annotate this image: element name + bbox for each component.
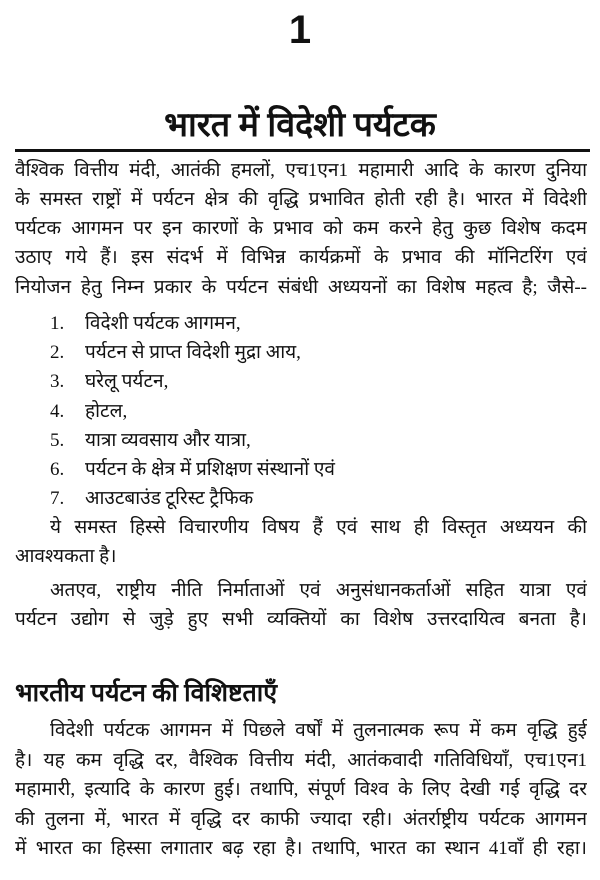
text-line: ये समस्त हिस्से विचारणीय विषय हैं एवं साथ ही विस्तृत अध्ययन की xyxy=(50,517,587,538)
list-number: 7. xyxy=(50,488,65,509)
text-line: आवश्यकता है। xyxy=(15,546,117,567)
list-item xyxy=(50,486,253,512)
list-text: पर्यटन से प्राप्त विदेशी मुद्रा आय, xyxy=(85,342,301,363)
list-text: आउटबाउंड टूरिस्ट ट्रैफिक xyxy=(85,488,254,509)
text-line: के समस्त राष्ट्रों में पर्यटन क्षेत्र की वृद्धि प्रभावित होती रही है। भारत में विदेशी xyxy=(15,189,587,210)
list-number: 4. xyxy=(50,401,65,422)
text-line: में भारत का हिस्सा लगातार बढ़ रहा है। तथापि, भारत का स्थान 41वाँ ही रहा। xyxy=(15,838,587,859)
text-line: वैश्विक वित्तीय मंदी, आतंकी हमलों, एच1एन1 महामारी आदि के कारण दुनिया xyxy=(15,160,587,181)
list-number: 3. xyxy=(50,371,65,392)
list-number: 1. xyxy=(50,313,65,334)
list-number: 6. xyxy=(50,459,65,480)
list-text: घरेलू पर्यटन, xyxy=(85,371,169,392)
list-item xyxy=(50,399,127,425)
list-item xyxy=(50,311,241,337)
list-item xyxy=(50,369,168,395)
title-divider xyxy=(15,149,590,152)
list-text: पर्यटन के क्षेत्र में प्रशिक्षण संस्थानों एवं xyxy=(85,459,335,480)
list-text: यात्रा व्यवसाय और यात्रा, xyxy=(85,430,251,451)
list-item xyxy=(50,457,335,483)
list-number: 5. xyxy=(50,430,65,451)
text-line: पर्यटन उद्योग से जुड़े हुए सभी व्यक्तियों का विशेष उत्तरदायित्व बनता है। xyxy=(15,609,587,630)
text-line: पर्यटक आगमन पर इन कारणों के प्रभाव को कम करने हेतु कुछ विशेष कदम xyxy=(15,218,587,239)
text-line: नियोजन हेतु निम्न प्रकार के पर्यटन संबंधी अध्ययनों का विशेष महत्व है; जैसे-- xyxy=(15,277,587,298)
list-text: होटल, xyxy=(85,401,128,422)
list-text: विदेशी पर्यटक आगमन, xyxy=(85,313,241,334)
chapter-number: 1 xyxy=(288,8,312,52)
text-line: अतएव, राष्ट्रीय नीति निर्माताओं एवं अनुसंधानकर्ताओं सहित यात्रा एवं xyxy=(50,580,587,601)
section-heading: भारतीय पर्यटन की विशिष्टताएँ xyxy=(15,680,278,707)
chapter-title: भारत में विदेशी पर्यटक xyxy=(164,107,436,144)
list-item xyxy=(50,340,301,366)
text-line: है। यह कम वृद्धि दर, वैश्विक वित्तीय मंदी, आतंकवादी गतिविधियाँ, एच1एन1 xyxy=(15,750,587,771)
text-line: महामारी, इत्यादि के कारण हुई। तथापि, संपूर्ण विश्व के लिए देखी गई वृद्धि दर xyxy=(15,779,587,800)
list-number: 2. xyxy=(50,342,65,363)
list-item xyxy=(50,428,251,454)
text-line: की तुलना में, भारत में वृद्धि दर काफी ज्यादा रही। अंतर्राष्ट्रीय पर्यटक आगमन xyxy=(15,809,587,830)
text-line: विदेशी पर्यटक आगमन में पिछले वर्षों में तुलनात्मक रूप में कम वृद्धि हुई xyxy=(50,720,587,741)
text-line: उठाए गये हैं। इस संदर्भ में विभिन्न कार्यक्रमों के प्रभाव की मॉनिटरिंग एवं xyxy=(15,247,587,268)
